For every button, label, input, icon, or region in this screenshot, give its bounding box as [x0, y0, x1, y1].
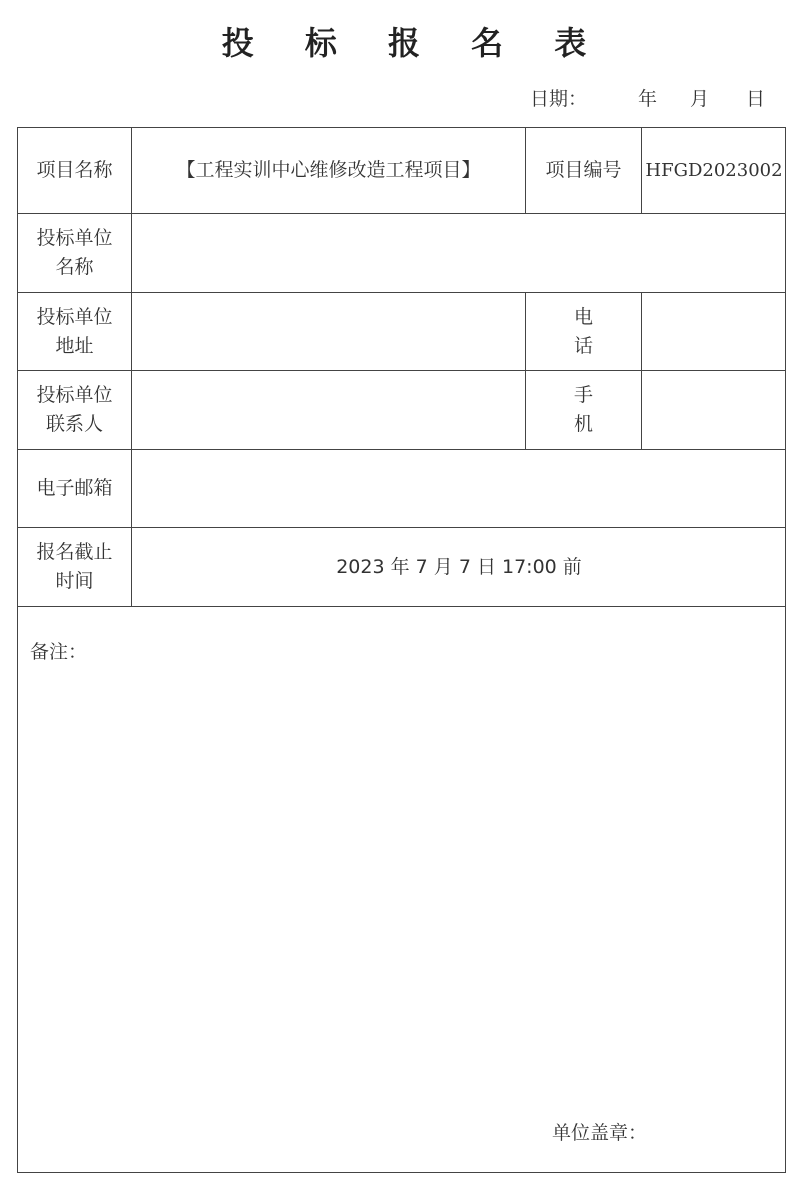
bidder-name-field[interactable] — [132, 214, 786, 292]
bidder-address-label — [18, 293, 131, 370]
project-name-value: 【工程实训中心维修改造工程项目】 — [176, 159, 481, 181]
phone-field[interactable] — [642, 293, 786, 370]
project-no-value: HFGD2023002 — [645, 160, 783, 181]
seal-label: 单位盖章： — [552, 1122, 648, 1144]
date-year-unit: 年 — [638, 88, 658, 110]
bidder-name-label-line1: 投标单位 — [36, 227, 113, 249]
mobile-field[interactable] — [642, 371, 786, 449]
bidder-name-label-line2: 名称 — [55, 256, 94, 278]
project-name-label: 项目名称 — [36, 159, 113, 181]
date-month-unit: 月 — [690, 88, 710, 110]
deadline-label-line1: 报名截止 — [36, 541, 113, 563]
bidder-address-label-line1: 投标单位 — [36, 305, 113, 328]
deadline-value: 2023 年 7 月 7 日 17:00 前 — [336, 555, 582, 578]
date-label: 日期： — [530, 88, 588, 110]
date-day-unit: 日 — [746, 88, 766, 110]
table-row-divider — [17, 606, 786, 607]
remarks-label: 备注： — [30, 641, 88, 663]
bidder-address-label-line2: 地址 — [55, 334, 94, 357]
deadline-label-line2: 时间 — [55, 570, 94, 592]
bidder-contact-label-line1: 投标单位 — [36, 384, 113, 406]
bidder-contact-label-line2: 联系人 — [45, 413, 103, 435]
project-no-label: 项目编号 — [545, 159, 622, 181]
bidder-address-field[interactable] — [132, 293, 525, 370]
phone-label: 电 话 — [573, 305, 617, 357]
bidder-contact-label — [18, 371, 131, 449]
page-title: 投 标 报 名 表 — [221, 24, 607, 62]
bidder-name-label — [18, 214, 131, 292]
mobile-label: 手 机 — [573, 384, 617, 435]
bidder-contact-field[interactable] — [132, 371, 525, 449]
email-field[interactable] — [132, 450, 786, 527]
deadline-label — [18, 528, 131, 606]
email-label: 电子邮箱 — [36, 477, 113, 499]
